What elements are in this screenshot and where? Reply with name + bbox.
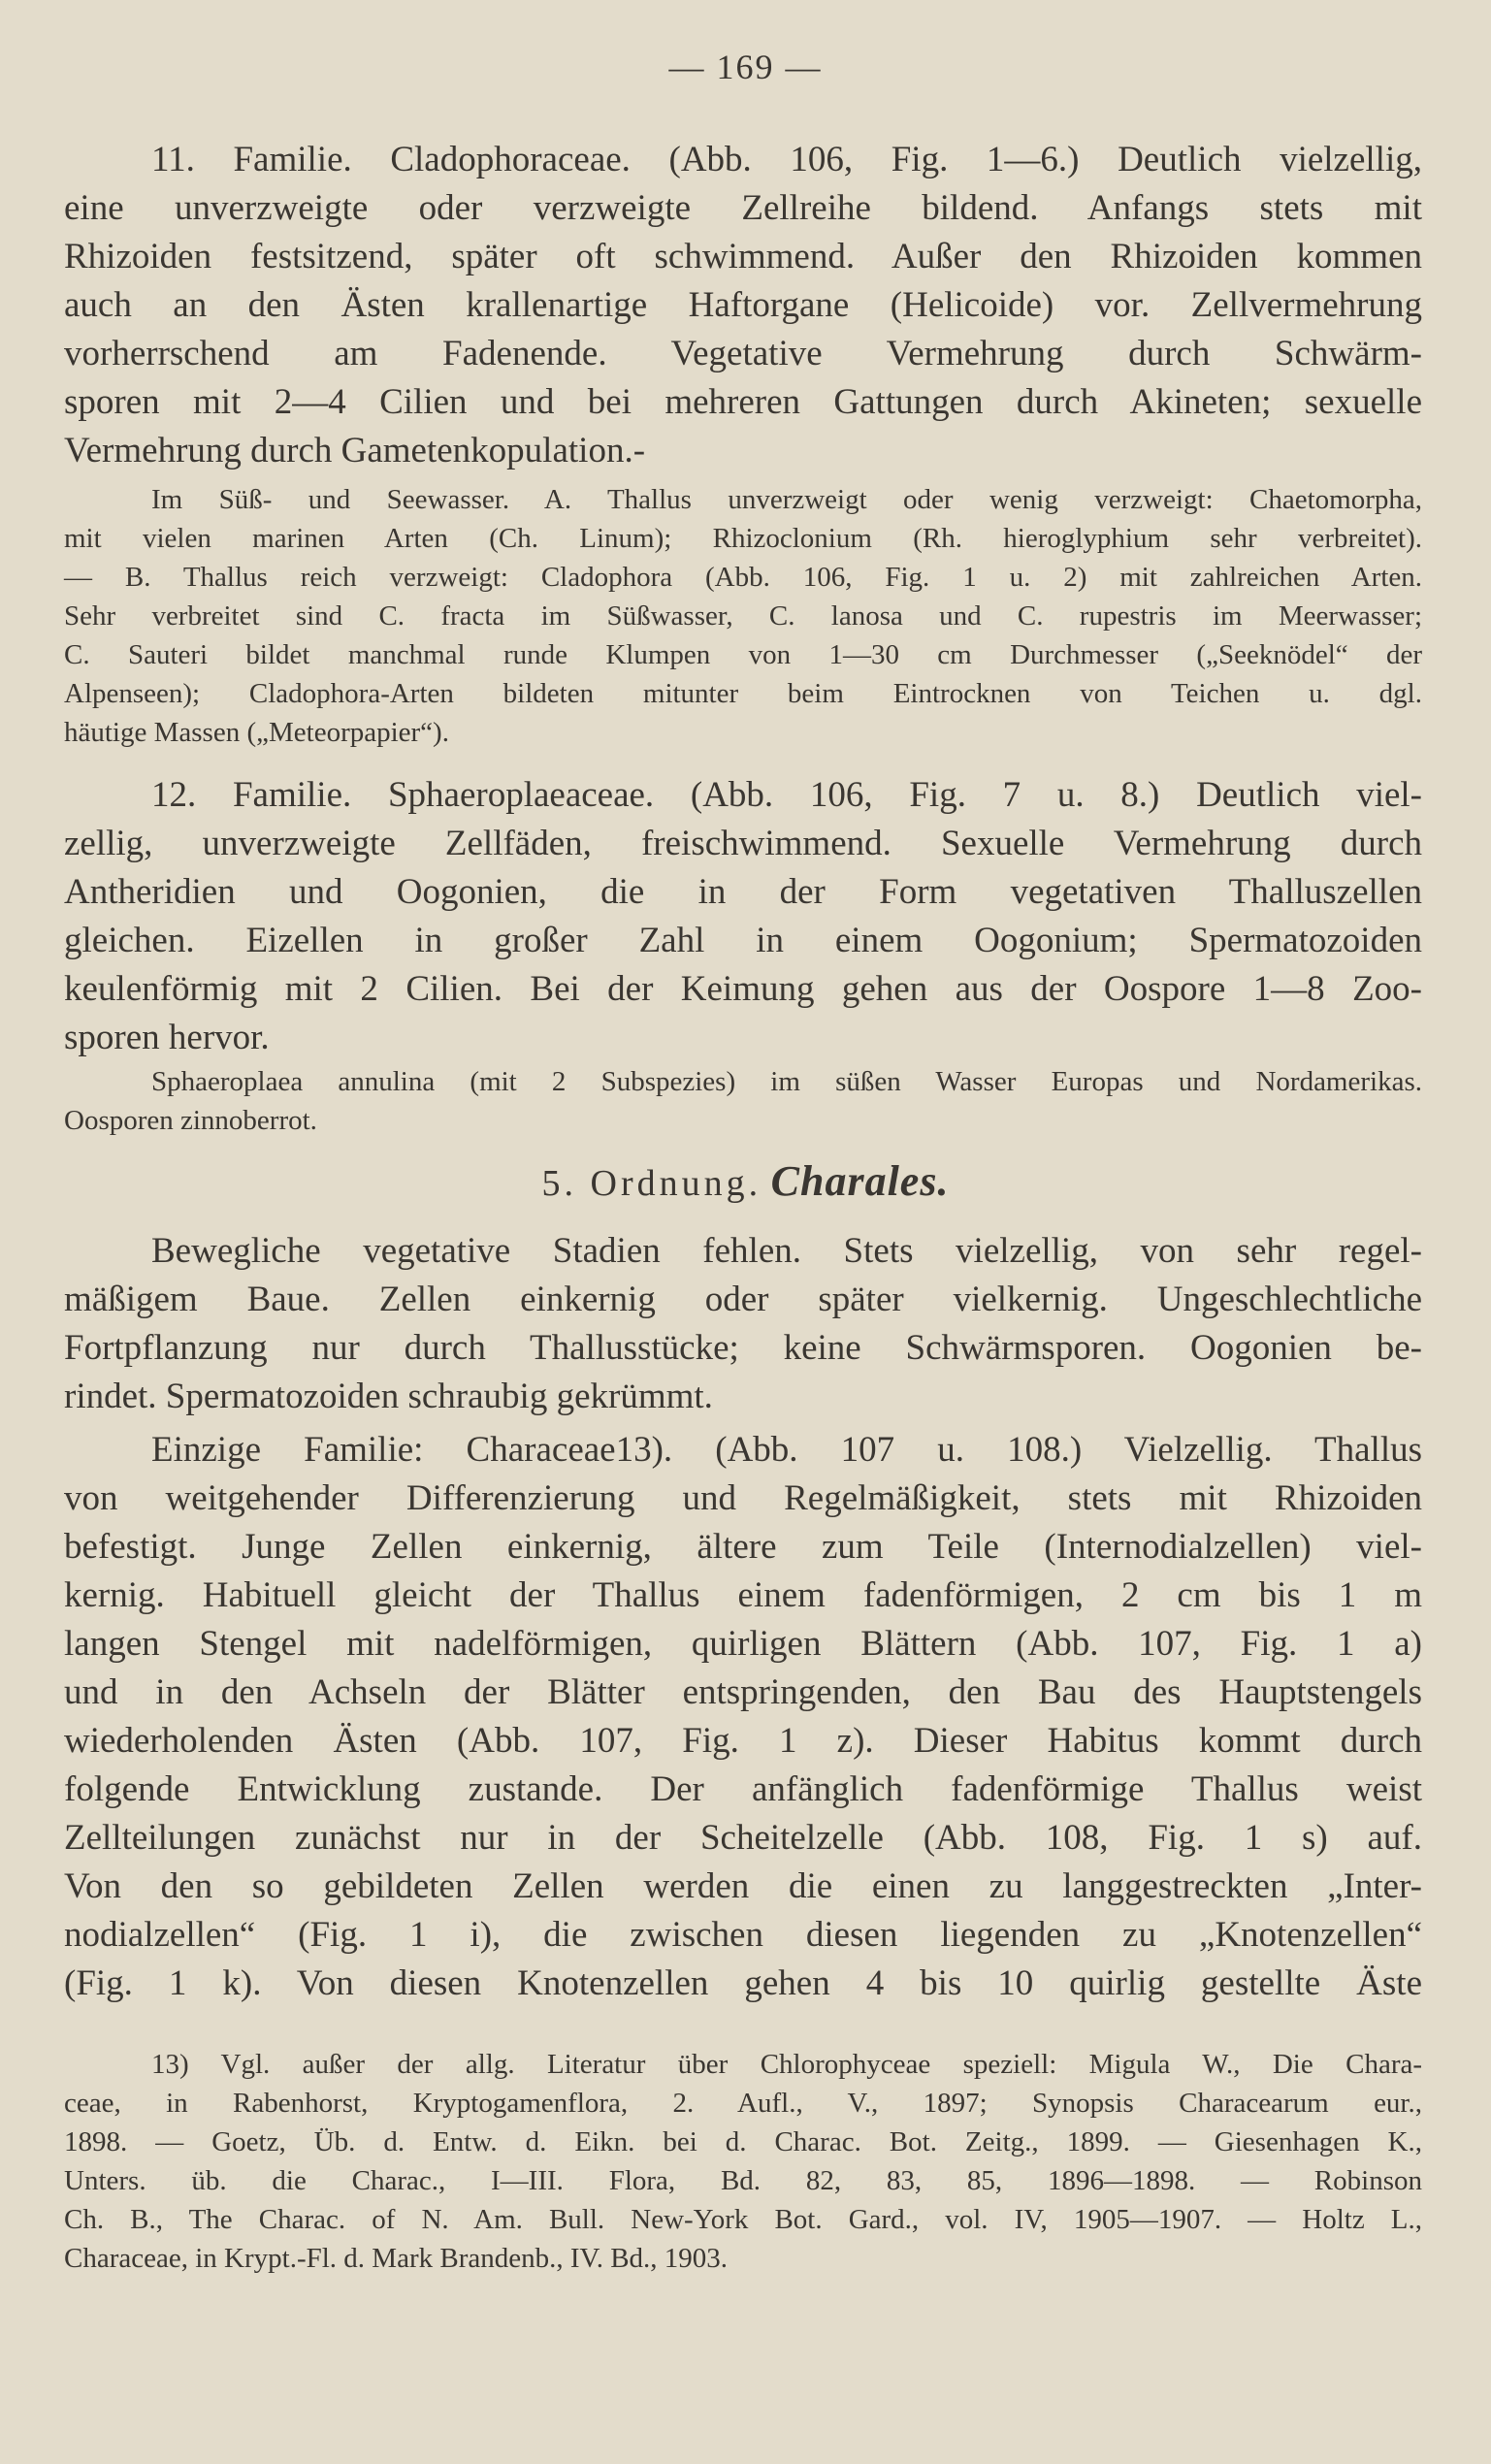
text-line: häutige Massen („Meteorpapier“). — [64, 717, 449, 748]
text-line: keulenförmig mit 2 Cilien. Bei der Keimung gehen aus der Oospore 1—8 Zoo- — [64, 969, 1422, 1009]
text-line: Sehr verbreitet sind C. fracta im Süßwasser, C. lanosa und C. rupestris im Meerwasser; — [64, 600, 1422, 632]
text-line: Alpenseen); Cladophora-Arten bildeten mitunter beim Eintrocknen von Teichen u. dgl. — [64, 678, 1422, 709]
text-line: 11. Familie. Cladophoraceae. (Abb. 106, Fig. 1—6.) Deutlich vielzellig, — [151, 140, 1422, 179]
text-line: Fortpflanzung nur durch Thallusstücke; keine Schwärmsporen. Oogonien be- — [64, 1328, 1422, 1368]
text-line: Zellteilungen zunächst nur in der Scheitelzelle (Abb. 108, Fig. 1 s) auf. — [64, 1818, 1422, 1858]
text-line: mit vielen marinen Arten (Ch. Linum); Rhizoclonium (Rh. hieroglyphium sehr verbreitet). — [64, 523, 1422, 554]
text-line: befestigt. Junge Zellen einkernig, ältere zum Teile (Internodialzellen) viel- — [64, 1527, 1422, 1567]
text-line: wiederholenden Ästen (Abb. 107, Fig. 1 z). Dieser Habitus kommt durch — [64, 1721, 1422, 1761]
characeae-paragraph — [64, 1426, 1422, 2008]
family-12-paragraph — [64, 771, 1422, 1062]
text-line: langen Stengel mit nadelförmigen, quirligen Blättern (Abb. 107, Fig. 1 a) — [64, 1624, 1422, 1664]
page-number: — 169 — — [668, 48, 823, 86]
text-line: auch an den Ästen krallenartige Haftorgane (Helicoide) vor. Zellvermehrung — [64, 285, 1422, 325]
text-line: Oosporen zinnoberrot. — [64, 1105, 317, 1136]
text-line: C. Sauteri bildet manchmal runde Klumpen von 1—30 cm Durchmesser („Seeknödel“ der — [64, 639, 1422, 670]
text-line: folgende Entwicklung zustande. Der anfänglich fadenförmige Thallus weist — [64, 1769, 1422, 1809]
text-line: Rhizoiden festsitzend, später oft schwimmend. Außer den Rhizoiden kommen — [64, 237, 1422, 276]
text-line: zellig, unverzweigte Zellfäden, freischwimmend. Sexuelle Vermehrung durch — [64, 824, 1422, 863]
text-line: sporen mit 2—4 Cilien und bei mehreren Gattungen durch Akineten; sexuelle — [64, 382, 1422, 422]
footnote — [64, 2045, 1422, 2278]
text-line: von weitgehender Differenzierung und Regelmäßigkeit, stets mit Rhizoiden — [64, 1478, 1422, 1518]
text-line: — B. Thallus reich verzweigt: Cladophora (Abb. 106, Fig. 1 u. 2) mit zahlreichen Arten. — [64, 562, 1422, 593]
text-line: Unters. üb. die Charac., I—III. Flora, Bd. 82, 83, 85, 1896—1898. — Robinson — [64, 2165, 1422, 2196]
text-line: nodialzellen“ (Fig. 1 i), die zwischen diesen liegenden zu „Knotenzellen“ — [64, 1915, 1422, 1955]
order-description — [64, 1227, 1422, 1421]
text-line: Einzige Familie: Characeae13). (Abb. 107 u. 108.) Vielzellig. Thallus — [151, 1430, 1422, 1470]
text-line: Im Süß- und Seewasser. A. Thallus unverzweigt oder wenig verzweigt: Chaetomorpha, — [151, 484, 1422, 515]
text-line: Characeae, in Krypt.-Fl. d. Mark Brandenb., IV. Bd., 1903. — [64, 2243, 729, 2274]
order-label: 5. Ordnung. — [541, 1163, 762, 1204]
text-line: sporen hervor. — [64, 1018, 270, 1057]
text-line: Antheridien und Oogonien, die in der Form vegetativen Thalluszellen — [64, 872, 1422, 912]
text-line: gleichen. Eizellen in großer Zahl in einem Oogonium; Spermatozoiden — [64, 921, 1422, 960]
family-12-note — [64, 1062, 1422, 1140]
text-line: Vermehrung durch Gametenkopulation.- — [64, 431, 646, 470]
text-line: eine unverzweigte oder verzweigte Zellreihe bildend. Anfangs stets mit — [64, 188, 1422, 228]
text-line: kernig. Habituell gleicht der Thallus einem fadenförmigen, 2 cm bis 1 m — [64, 1575, 1422, 1615]
text-line: Sphaeroplaea annulina (mit 2 Subspezies) im süßen Wasser Europas und Nordamerikas. — [151, 1066, 1422, 1097]
text-line: 1898. — Goetz, Üb. d. Entw. d. Eikn. bei d. Charac. Bot. Zeitg., 1899. — Giesenhagen K., — [64, 2126, 1422, 2157]
text-line: Bewegliche vegetative Stadien fehlen. Stets vielzellig, von sehr regel- — [151, 1231, 1422, 1271]
text-line: ceae, in Rabenhorst, Kryptogamenflora, 2. Aufl., V., 1897; Synopsis Characearum eur., — [64, 2088, 1422, 2119]
text-line: 13) Vgl. außer der allg. Literatur über Chlorophyceae speziell: Migula W., Die Chara- — [151, 2049, 1422, 2080]
text-line: Von den so gebildeten Zellen werden die einen zu langgestreckten „Inter- — [64, 1866, 1422, 1906]
order-name: Charales. — [770, 1157, 950, 1205]
text-line: und in den Achseln der Blätter entspringenden, den Bau des Hauptstengels — [64, 1672, 1422, 1712]
text-line: (Fig. 1 k). Von diesen Knotenzellen gehen 4 bis 10 quirlig gestellte Äste — [64, 1963, 1422, 2003]
family-11-note — [64, 480, 1422, 752]
order-heading — [0, 1156, 1491, 1206]
family-11-paragraph — [64, 136, 1422, 475]
text-line: vorherrschend am Fadenende. Vegetative Vermehrung durch Schwärm- — [64, 334, 1422, 373]
text-line: mäßigem Baue. Zellen einkernig oder später vielkernig. Ungeschlechtliche — [64, 1280, 1422, 1319]
text-line: rindet. Spermatozoiden schraubig gekrümmt. — [64, 1377, 713, 1416]
text-line: 12. Familie. Sphaeroplaeaceae. (Abb. 106, Fig. 7 u. 8.) Deutlich viel- — [151, 775, 1422, 815]
text-line: Ch. B., The Charac. of N. Am. Bull. New-York Bot. Gard., vol. IV, 1905—1907. — Holtz L., — [64, 2204, 1422, 2235]
